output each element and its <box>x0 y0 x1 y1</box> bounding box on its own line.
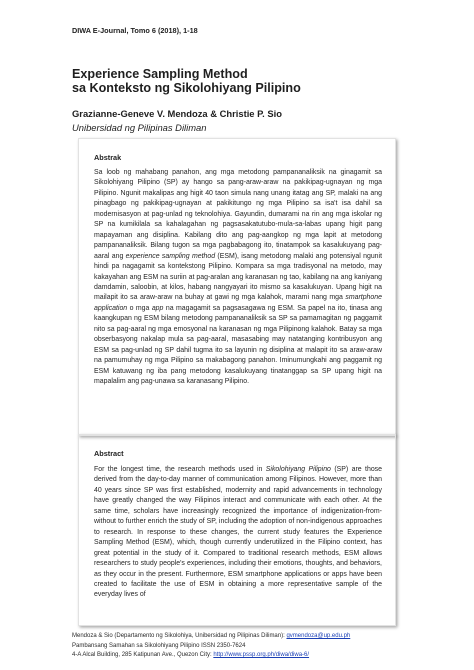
authors: Grazianne-Geneve V. Mendoza & Christie P. Sio <box>72 108 282 119</box>
footer-line-1 <box>72 632 350 642</box>
footer-address: 4-A Alcal Building, 285 Katipunan Ave., Quezon City: <box>72 652 214 658</box>
abstrak-box <box>78 138 396 436</box>
abstrak-term-smartphone: smartphone application <box>94 294 382 312</box>
abstrak-text-4: na magagamit sa pagsasagawa ng ESM. Sa papel na ito, tinasa ang kaangkupan ng ESM bilang metodong pampananaliksik sa SP sa pamamagitan ng paggamit nito sa pag-aaral ng mga emosyonal na karanasan ng mga Pilipinong kalahok. Batay sa mga obserbasyong nakalap mula sa pag-aaral, masasabing may natatanging kontribusyon ang ESM sa pag-unlad ng SP dahil tugma ito sa layunin ng disiplina at malapit ito sa araw-araw na pamumuhay ng mga Pilipino sa makabagong panahon. Iminumungkahi ang paggamit ng ESM katuwang ng iba pang metodong kasalukuyang tinatanggap sa SP upang higit na mapalalim ang pag-unawa sa karanasang Pilipino. <box>94 304 382 386</box>
footer-authors-affiliation: Mendoza & Sio (Departamento ng Sikolohiya, Unibersidad ng Pilipinas Diliman): <box>72 633 287 639</box>
title-line-1: Experience Sampling Method <box>72 67 248 81</box>
abstrak-term-app: app <box>151 304 164 312</box>
abstract-box <box>78 434 396 626</box>
abstract-text-2: (SP) are those derived from the day-to-day manner of communication among Filipinos. However, more than 40 years since SP was first established, modernity and rapid advancements in technology have greatly changed the way Filipinos interact and communicate with each other. At the same time, scholars have increasingly recognized the importance of indigenization-from-without to further enrich the study of SP, including the adoption of non-indigenous approaches to research. In response to these changes, the current study features the Experience Sampling Method (ESM), which, though currently underutilized in the Filipino context, has great potential in the study of it. Compared to traditional research methods, ESM allows researchers to study people's experiences, including their emotions, thoughts, and behaviors, as they occur in the present. Furthermore, ESM smartphone applications or apps have been created to facilitate the use of ESM in obtaining a more representative sample of the everyday lives of <box>94 466 383 599</box>
affiliation: Unibersidad ng Pilipinas Diliman <box>72 122 207 133</box>
author-email-link[interactable]: gvmendoza@up.edu.ph <box>286 633 351 639</box>
footer-line-2: Pambansang Samahan sa Sikolohiyang Pilipino ISSN 2350-7624 <box>72 642 246 649</box>
abstrak-text-1: Sa loob ng mahabang panahon, ang mga metodong pampananaliksik na ginagamit sa Sikolohiyang Pilipino (SP) ay hango sa pang-araw-araw na pakikipag-ugnayan ng mga Pilipino. Ngunit makalipas ang higit 40 taon simula nang unang itatag ang SP, malaki na ang pinagbago ng pakikipag-ugnayan at pakikitungo ng mga Pilipino sa isa't isa dahil sa modernisasyon at pag-unlad ng teknolohiya. Gayundin, dumarami na rin ang mga iskolar ng SP na kumikilala sa kahalagahan ng pagsasakatutubo-mula-sa-labas upang higit pang mapayaman ang disiplina. Kabilang dito ang pag-aangkop ng mga lapit at metodong pampananaliksik. Bilang tugon sa mga pagbabagong ito, tinatampok sa kasalukuyang pag-aaral ang <box>94 169 382 260</box>
article-title <box>72 67 412 95</box>
journal-header: DIWA E-Journal, Tomo 6 (2018), 1-18 <box>72 26 198 35</box>
footer-line-3 <box>72 651 350 661</box>
abstract-heading: Abstract <box>94 449 124 458</box>
journal-url-link[interactable]: http://www.pssp.org.ph/diwa/diwa-6/ <box>213 652 310 658</box>
abstract-text-1: For the longest time, the research methods used in <box>94 466 266 473</box>
abstrak-heading: Abstrak <box>94 153 122 162</box>
title-line-2: sa Konteksto ng Sikolohiyang Pilipino <box>72 81 301 95</box>
abstract-body <box>94 465 382 601</box>
abstrak-body <box>94 168 382 388</box>
abstrak-term-esm: experience sampling method <box>125 252 216 260</box>
abstract-term-sp: Sikolohiyang Pilipino <box>265 466 331 473</box>
abstrak-text-2: (ESM), isang metodong malaki ang potensiyal ngunit hindi pa nagagamit sa kontekstong Pilipino. Kompara sa mga tradisyonal na metodo, may kakayahan ang ESM na suriin at pag-aralan ang karanasan ng tao, kabilang na ang kaniyang damdamin, saloobin, at kilos, habang nangyayari ito mismo sa kasalukuyan. Upang higit na mailapit ito sa araw-araw na buhay at gawi ng mga kalahok, marami nang mga <box>94 252 383 302</box>
footer <box>72 632 350 661</box>
abstrak-text-3: o mga <box>127 304 152 312</box>
